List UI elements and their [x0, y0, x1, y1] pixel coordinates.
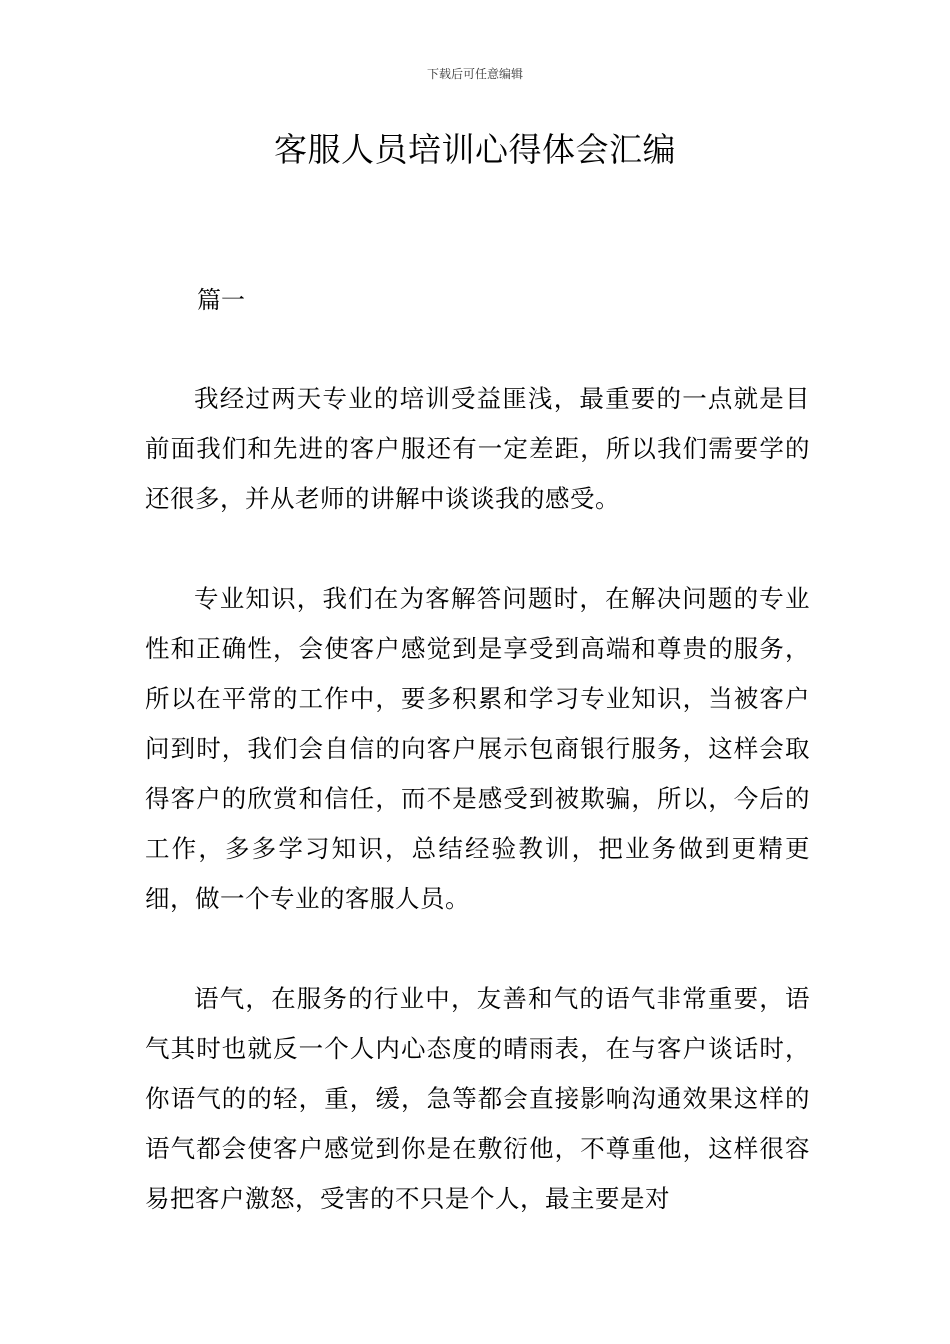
paragraph-2: 专业知识，我们在为客解答问题时，在解决问题的专业性和正确性，会使客户感觉到是享受到高端和尊贵的服务，所以在平常的工作中，要多积累和学习专业知识，当被客户问到时，我们会自信的向客户展示包商银行服务，这样会取得客户的欣赏和信任，而不是感受到被欺骗，所以，今后的工作，多多学习知识，总结经验教训，把业务做到更精更细，做一个专业的客服人员。	[145, 584, 810, 913]
document-title: 客服人员培训心得体会汇编	[274, 130, 676, 169]
paragraph-3: 语气，在服务的行业中，友善和气的语气非常重要，语气其时也就反一个人内心态度的晴雨表，在与客户谈话时，你语气的的轻，重，缓，急等都会直接影响沟通效果这样的语气都会使客户感觉到你是在敷衍他，不尊重他，这样很容易把客户激怒，受害的不只是个人，最主要是对	[145, 984, 810, 1213]
section-heading: 篇一	[197, 286, 245, 314]
paragraph-1: 我经过两天专业的培训受益匪浅，最重要的一点就是目前面我们和先进的客户服还有一定差距，所以我们需要学的还很多，并从老师的讲解中谈谈我的感受。	[145, 384, 810, 513]
header-note: 下载后可任意编辑	[426, 67, 523, 81]
